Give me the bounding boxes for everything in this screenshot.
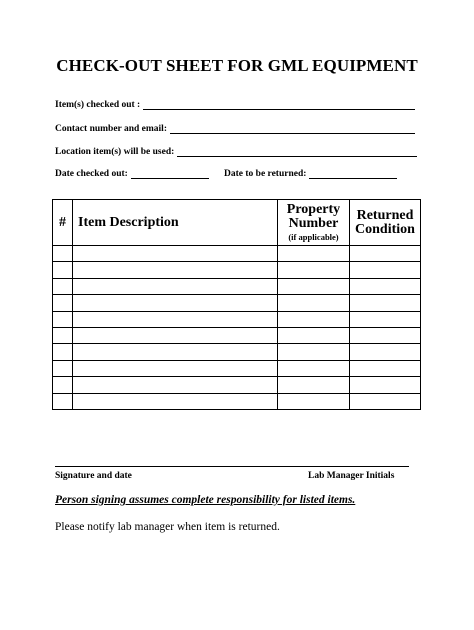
cell-number[interactable] [53,311,73,327]
items-table [52,199,421,410]
header-condition-line2: Condition [355,221,415,237]
cell-item-description[interactable] [73,377,278,393]
date-checked-out-label: Date checked out: [55,169,128,179]
items-checked-out-line[interactable] [143,100,415,110]
cell-property-number[interactable] [278,311,350,327]
cell-item-description[interactable] [73,344,278,360]
header-item-description: Item Description [73,200,278,246]
table-row [53,344,421,360]
page-title: CHECK-OUT SHEET FOR GML EQUIPMENT [56,56,418,75]
responsibility-statement: Person signing assumes complete responsibility for listed items. [55,494,356,506]
items-table-header [53,200,421,246]
cell-number[interactable] [53,295,73,311]
contact-field [55,124,415,134]
date-to-be-returned-field [224,169,397,179]
cell-number[interactable] [53,393,73,409]
cell-property-number[interactable] [278,360,350,376]
cell-property-number[interactable] [278,377,350,393]
cell-returned-condition[interactable] [350,344,421,360]
header-property-line2: Number [288,216,339,232]
table-row [53,393,421,409]
header-property-number [278,200,350,246]
items-checked-out-label: Item(s) checked out : [55,100,141,110]
cell-number[interactable] [53,327,73,343]
contact-line[interactable] [170,124,415,134]
cell-number[interactable] [53,246,73,262]
cell-property-number[interactable] [278,278,350,294]
cell-number[interactable] [53,262,73,278]
cell-item-description[interactable] [73,295,278,311]
table-row [53,295,421,311]
table-row [53,278,421,294]
cell-returned-condition[interactable] [350,246,421,262]
cell-property-number[interactable] [278,393,350,409]
cell-item-description[interactable] [73,246,278,262]
cell-number[interactable] [53,377,73,393]
header-property-sub: (if applicable) [288,232,339,243]
table-row [53,360,421,376]
cell-returned-condition[interactable] [350,360,421,376]
cell-property-number[interactable] [278,344,350,360]
cell-item-description[interactable] [73,262,278,278]
location-line[interactable] [177,147,417,157]
table-row [53,327,421,343]
header-returned-condition [350,200,421,246]
location-label: Location item(s) will be used: [55,147,175,157]
lab-manager-initials-label: Lab Manager Initials [308,471,395,481]
signature-and-date-label: Signature and date [55,471,132,481]
date-checked-out-field [55,169,209,179]
table-row [53,311,421,327]
signature-line[interactable] [55,466,409,467]
contact-label: Contact number and email: [55,124,167,134]
items-table-body [53,246,421,410]
cell-number[interactable] [53,344,73,360]
cell-property-number[interactable] [278,262,350,278]
cell-returned-condition[interactable] [350,278,421,294]
cell-property-number[interactable] [278,295,350,311]
items-checked-out-field [55,100,415,110]
table-row [53,262,421,278]
cell-returned-condition[interactable] [350,327,421,343]
cell-item-description[interactable] [73,311,278,327]
cell-item-description[interactable] [73,327,278,343]
location-field [55,147,417,157]
cell-number[interactable] [53,278,73,294]
cell-property-number[interactable] [278,327,350,343]
date-to-be-returned-line[interactable] [309,169,397,179]
header-property-line1: Property [286,202,341,218]
date-to-be-returned-label: Date to be returned: [224,169,307,179]
header-condition-line1: Returned [356,207,414,223]
cell-property-number[interactable] [278,246,350,262]
notify-statement: Please notify lab manager when item is returned. [55,521,280,533]
cell-returned-condition[interactable] [350,311,421,327]
cell-item-description[interactable] [73,360,278,376]
cell-number[interactable] [53,360,73,376]
cell-returned-condition[interactable] [350,295,421,311]
cell-returned-condition[interactable] [350,262,421,278]
cell-returned-condition[interactable] [350,377,421,393]
cell-item-description[interactable] [73,393,278,409]
cell-item-description[interactable] [73,278,278,294]
header-number: # [53,200,73,246]
table-row [53,377,421,393]
cell-returned-condition[interactable] [350,393,421,409]
table-row [53,246,421,262]
date-checked-out-line[interactable] [131,169,209,179]
